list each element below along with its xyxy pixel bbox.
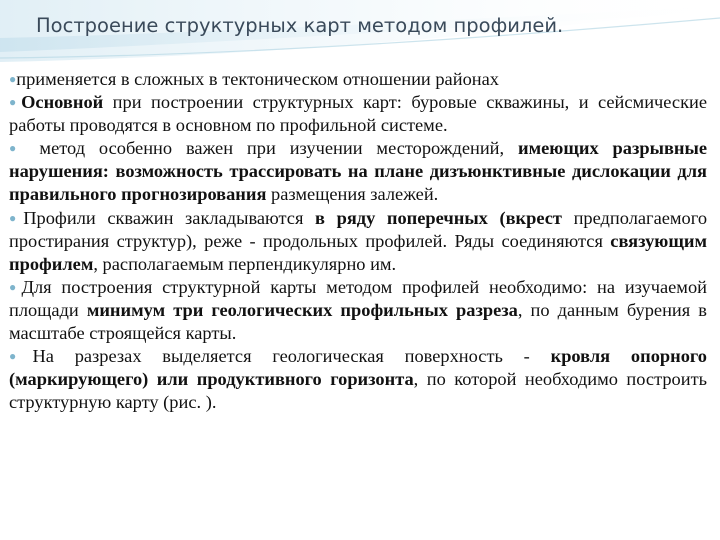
slide-title: Построение структурных карт методом профилей.	[36, 14, 564, 37]
bullet-dot-icon: ●	[9, 141, 26, 156]
bullet-paragraph-1	[9, 68, 707, 91]
bullet-dot-icon: ●	[9, 210, 24, 225]
text-run: метод особенно важен при изучении месторождений,	[25, 138, 519, 159]
bullet-paragraph-6	[9, 345, 707, 414]
text-run: Для построения структурной карты методом профилей необходимо: на изучаемой площади	[9, 276, 707, 320]
bold-text-run: связующим профилем	[9, 230, 707, 274]
bullet-paragraph-2	[9, 91, 707, 137]
bullet-paragraph-4	[9, 207, 707, 276]
bold-text-run: Основной	[21, 92, 104, 113]
bullet-dot-icon: ●	[9, 95, 22, 110]
bold-text-run: минимум три геологических профильных разреза	[86, 299, 518, 320]
text-run: предполагаемого простирания структур), реже - продольных профилей. Ряды соединяются	[9, 207, 708, 251]
bold-text-run: в ряду поперечных (вкрест	[315, 207, 562, 228]
text-run: , по которой необходимо построить структурную карту (рис. ).	[9, 369, 707, 413]
text-run: при построении структурных карт: буровые скважины, и сейсмические работы проводятся в основном по профильной системе.	[9, 92, 708, 136]
bullet-paragraph-5	[9, 276, 707, 345]
bullet-paragraph-3	[9, 137, 707, 206]
text-run: , располагаемым перпендикулярно им.	[93, 253, 397, 274]
bullet-dot-icon: ●	[9, 279, 22, 294]
text-run: применяется в сложных в тектоническом отношении районах	[16, 69, 499, 89]
bullet-dot-icon: ●	[9, 72, 17, 86]
text-run: , по данным бурения в масштабе строящейся карты.	[9, 299, 707, 344]
text-run: На разрезах выделяется геологическая поверхность -	[32, 346, 551, 367]
text-run: размещения залежей.	[266, 184, 439, 205]
bold-text-run: имеющих разрывные нарушения: возможность трассировать на плане дизъюнктивные дислокации для правильного прогнозирования	[9, 138, 708, 205]
slide-body	[9, 68, 707, 414]
bold-text-run: кровля опорного (маркирующего) или продуктивного горизонта	[9, 346, 707, 390]
bullet-dot-icon: ●	[9, 349, 33, 364]
text-run: Профили скважин закладываются	[23, 207, 316, 228]
